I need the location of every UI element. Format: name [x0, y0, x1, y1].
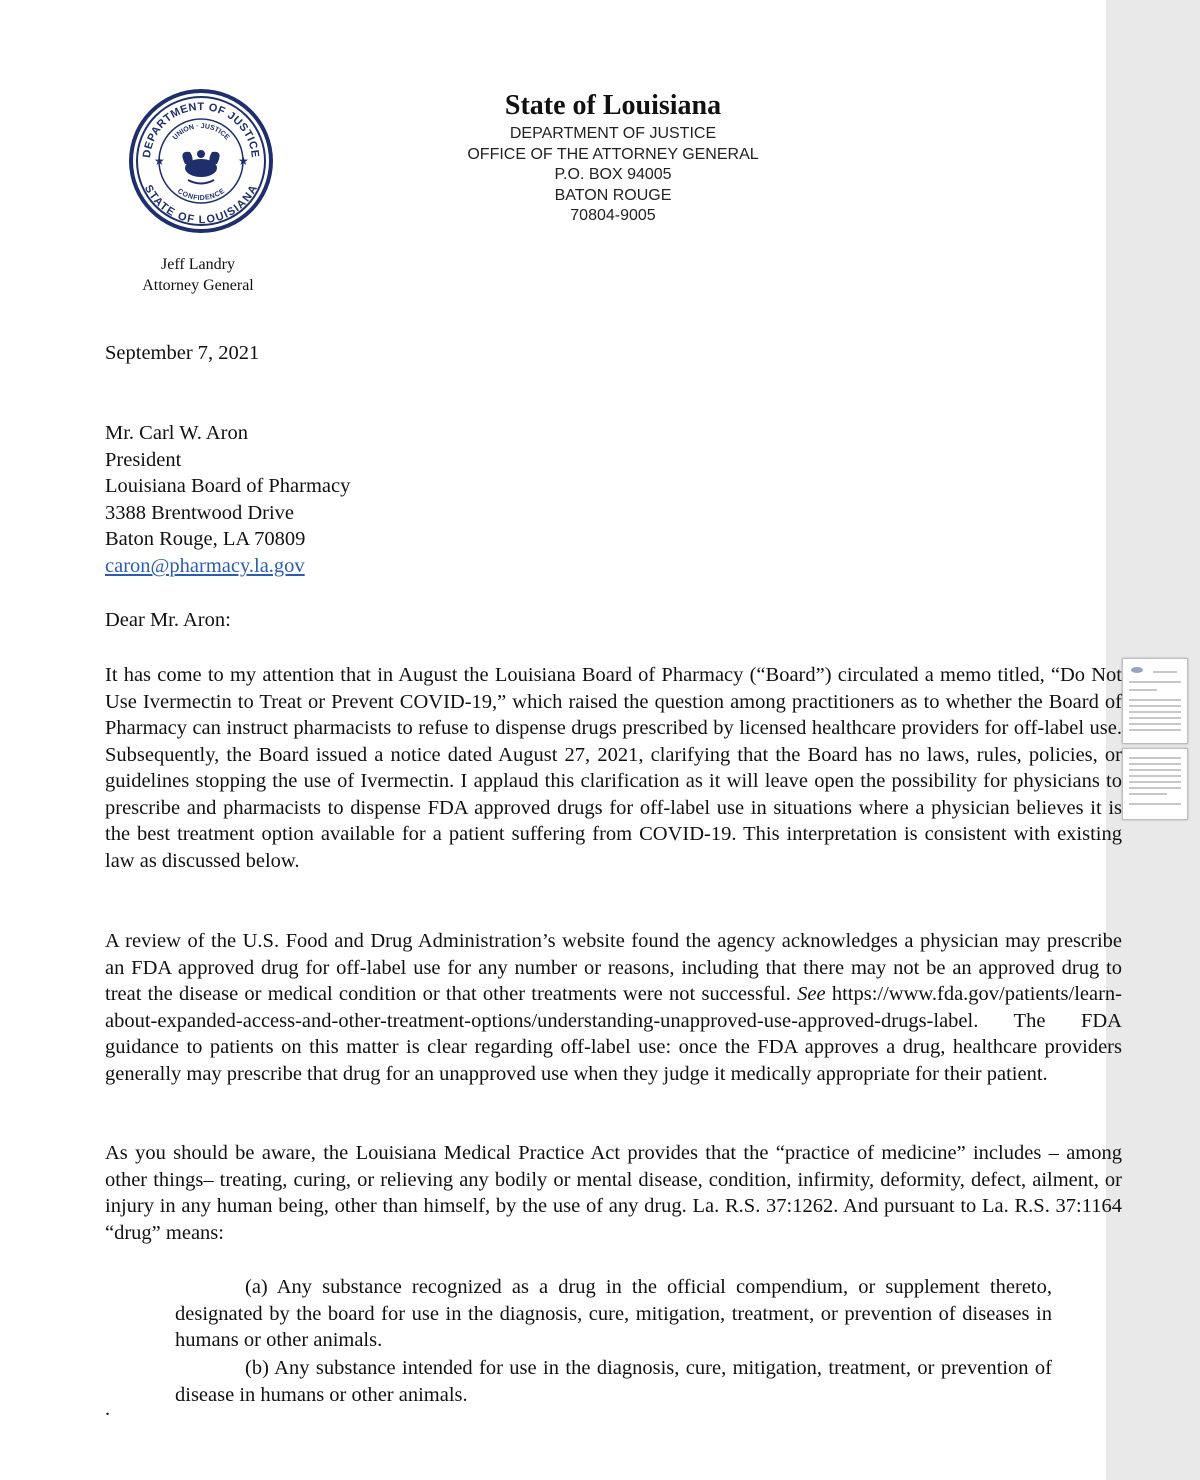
letterhead-department: DEPARTMENT OF JUSTICE: [509, 125, 717, 142]
quote-a: (a) Any substance recognized as a drug in the official compendium, or supplement thereto, designated by the board for use in the diagnosis, cure, mitigation, treatment, or prevention of diseases in humans or other animals.: [175, 1276, 1052, 1351]
recipient-street: 3388 Brentwood Drive: [105, 502, 295, 524]
svg-text:STATE OF LOUISIANA: STATE OF LOUISIANA: [141, 183, 261, 227]
recipient-title: President: [105, 449, 182, 471]
trailing-period: .: [105, 1398, 111, 1420]
paragraph-2-end: https://www.fda.gov/patients/learn-about-expanded-access-and-other-treatment-options/understanding-unapproved-use-approved-drugs-label. The FDA guidance to patients on this matter is clear regarding off-label use: once the FDA approves a drug, healthcare providers generally may prescribe that drug for an unapproved use when they judge it medically appropriate for their patient.: [105, 983, 1123, 1085]
salutation: Dear Mr. Aron:: [105, 609, 231, 631]
recipient-email-link[interactable]: caron@pharmacy.la.gov: [105, 555, 305, 577]
svg-text:★: ★: [238, 154, 249, 168]
letterhead-state: State of Louisiana: [504, 90, 722, 121]
svg-text:DEPARTMENT OF JUSTICE: DEPARTMENT OF JUSTICE: [140, 101, 261, 159]
letterhead-city: BATON ROUGE: [554, 187, 672, 204]
letterhead-po-box: P.O. BOX 94005: [554, 166, 672, 183]
letterhead-office: OFFICE OF THE ATTORNEY GENERAL: [467, 146, 759, 163]
paragraph-2-start: A review of the U.S. Food and Drug Administration’s website found the agency acknowledges a physician may prescribe an FDA approved drug for off-label use for any number or reasons, including that there may not be an approved drug to treat the disease or medical condition or that other treatments were not successful.: [105, 930, 1122, 1005]
quote-b: (b) Any substance intended for use in the diagnosis, cure, mitigation, treatment, or prevention of disease in humans or other animals.: [175, 1357, 1052, 1406]
page-thumbnail-2[interactable]: [1122, 748, 1188, 820]
letterhead-zip: 70804-9005: [570, 207, 656, 224]
paragraph-1: It has come to my attention that in August the Louisiana Board of Pharmacy (“Board”) circulated a memo titled, “Do Not Use Ivermectin to Treat or Prevent COVID-19,” which raised the question among practitioners as to whether the Board of Pharmacy can instruct pharmacists to refuse to dispense drugs prescribed by licensed healthcare providers for off-label use. Subsequently, the Board issued a notice dated August 27, 2021, clarifying that the Board has no laws, rules, policies, or guidelines stopping the use of Ivermectin. I applaud this clarification as it will leave open the possibility for physicians to prescribe and pharmacists to dispense FDA approved drugs for off-label use in situations where a physician believes it is the best treatment option available for a patient suffering from COVID-19. This interpretation is consistent with existing law as discussed below.: [105, 664, 1122, 872]
paragraph-2: [105, 928, 1122, 1087]
svg-text:UNION · JUSTICE: UNION · JUSTICE: [171, 122, 231, 142]
attorney-general-name: Jeff Landry: [161, 256, 235, 273]
recipient-organization: Louisiana Board of Pharmacy: [105, 475, 351, 497]
paragraph-3: As you should be aware, the Louisiana Medical Practice Act provides that the “practice of medicine” includes – among other things– treating, curing, or relieving any bodily or mental disease, condition, infirmity, deformity, defect, ailment, or injury in any human being, other than himself, by the use of any drug. La. R.S. 37:1262. And pursuant to La. R.S. 37:1164 “drug” means:: [105, 1142, 1122, 1244]
svg-text:★: ★: [154, 154, 165, 168]
recipient-city-state-zip: Baton Rouge, LA 70809: [105, 528, 306, 550]
letter-date: September 7, 2021: [105, 342, 260, 364]
svg-text:CONFIDENCE: CONFIDENCE: [176, 187, 226, 203]
page-thumbnail-1[interactable]: [1122, 658, 1188, 744]
department-of-justice-seal: [128, 88, 274, 234]
attorney-general-title: Attorney General: [142, 277, 254, 294]
recipient-email-line: [105, 553, 305, 580]
paragraph-2-see: See: [797, 983, 826, 1005]
recipient-name: Mr. Carl W. Aron: [105, 422, 248, 444]
